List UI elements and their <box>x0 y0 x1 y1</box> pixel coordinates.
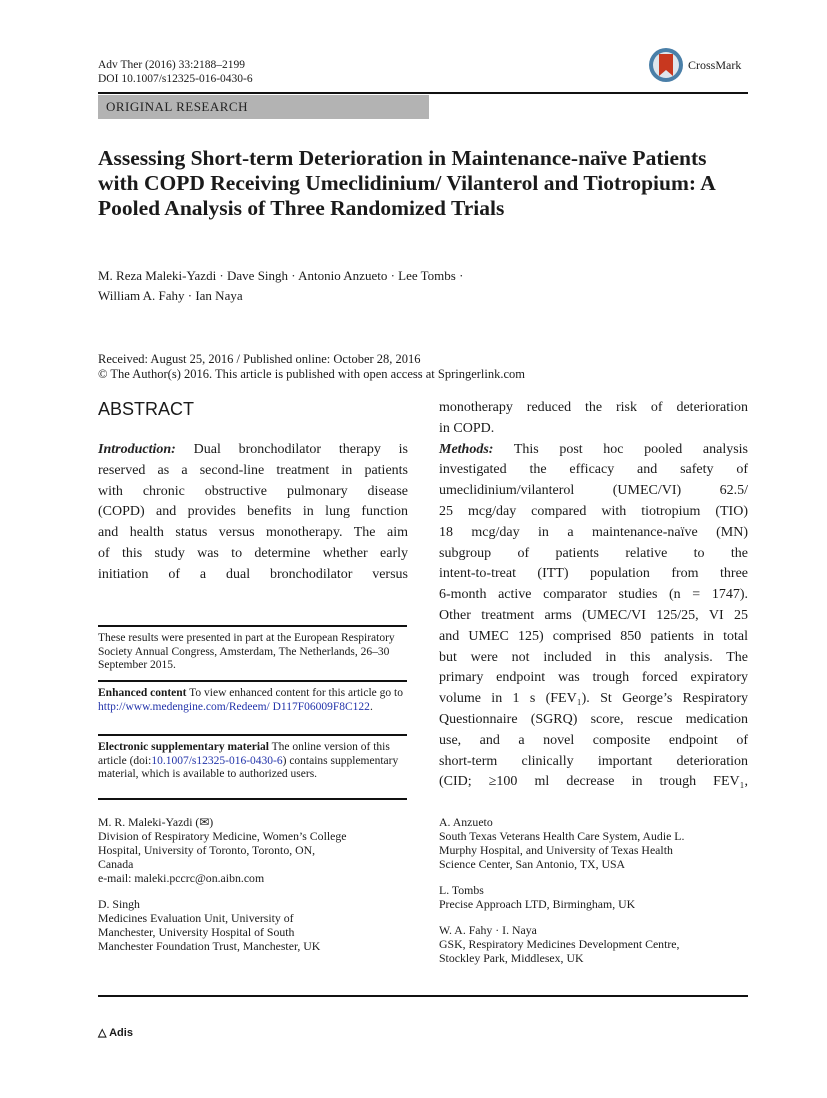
supplementary-note <box>98 741 407 782</box>
journal-citation <box>98 58 253 86</box>
abstract-line: use, and a novel composite endpoint of <box>439 732 748 748</box>
abstract-line: and health status versus monotherapy. The aim <box>98 525 408 541</box>
adis-triangle-icon: △ <box>98 1027 110 1039</box>
author-list <box>98 266 463 306</box>
abstract-line: of this study was to determine whether early <box>98 545 408 561</box>
methods-label: Methods: <box>439 441 494 457</box>
abstract-line: in COPD. <box>439 420 495 436</box>
abstract-line: volume in 1 s (FEV₁). St George’s Respiratory <box>439 691 748 707</box>
authors-line: M. Reza Maleki-Yazdi · Dave Singh · Antonio Anzueto · Lee Tombs · <box>98 268 464 283</box>
abstract-line: Other treatment arms (UMEC/VI 125/25, VI 25 <box>439 607 748 623</box>
esm-label: Electronic supplementary material <box>98 741 269 753</box>
affiliation-line: Division of Respiratory Medicine, Women’s College <box>98 829 347 843</box>
footnote-rule <box>98 734 407 736</box>
affiliation-block <box>439 815 684 871</box>
abstract-line <box>98 440 408 461</box>
enhanced-label: Enhanced content <box>98 687 187 699</box>
abstract-line: short-term clinically important deterioration <box>439 753 748 769</box>
affiliation-block <box>98 815 347 885</box>
affiliation-line: Precise Approach LTD, Birmingham, UK <box>439 897 636 911</box>
abstract-line: 18 mcg/day in a maintenance-naïve (MN) <box>439 524 748 540</box>
note-text: To view enhanced content for this article go to <box>186 687 403 699</box>
abstract-line: intent-to-treat (ITT) population from three <box>439 566 748 582</box>
note-text: The online version of this article (doi: <box>98 741 390 767</box>
abstract-line: Questionnaire (SGRQ) score, rescue medication <box>439 711 748 727</box>
affiliation-block <box>439 883 684 911</box>
affiliation-line: GSK, Respiratory Medicines Development Centre, <box>439 937 680 951</box>
affiliation-author: M. R. Maleki-Yazdi (✉) <box>98 815 214 829</box>
introduction-label: Introduction: <box>98 442 176 457</box>
abstract-line <box>439 440 748 461</box>
note-text: ) contains supplementary material, which is available to authorized users. <box>98 754 399 780</box>
doi-link[interactable]: 10.1007/s12325-016-0430-6 <box>151 754 283 767</box>
affiliation-author: A. Anzueto <box>439 815 493 829</box>
abstract-line: 6-month active comparator studies (n = 1747). <box>439 587 748 603</box>
abstract-line: investigated the efficacy and safety of <box>439 462 748 478</box>
abstract-left-column <box>98 440 408 586</box>
copyright-line: © The Author(s) 2016. This article is published with open access at Springerlink.com <box>98 367 526 381</box>
affiliation-line: e-mail: maleki.pccrc@on.aibn.com <box>98 871 265 885</box>
abstract-line: and UMEC 125) comprised 850 patients in total <box>439 628 748 644</box>
presentation-note: These results were presented in part at the European Respiratory Society Annual Congress, Amsterdam, The Netherlands, 26–30 September 2015. <box>98 632 395 671</box>
affiliations-right <box>439 815 684 977</box>
journal-line: Adv Ther (2016) 33:2188–2199 <box>98 59 246 71</box>
affiliation-line: Manchester Foundation Trust, Manchester, UK <box>98 939 321 953</box>
abstract-line: monotherapy reduced the risk of deterioration <box>439 400 748 415</box>
crossmark-badge[interactable] <box>648 46 741 84</box>
abstract-line: reserved as a second-line treatment in patients <box>98 462 408 478</box>
abstract-text: This post hoc pooled analysis <box>493 441 748 457</box>
affiliation-block <box>439 923 684 965</box>
section-badge: ORIGINAL RESEARCH <box>98 95 429 119</box>
crossmark-label: CrossMark <box>688 57 742 72</box>
affiliation-author: L. Tombs <box>439 883 484 897</box>
medengine-link[interactable]: http://www.medengine.com/Redeem/ D117F06009F8C122 <box>98 700 370 713</box>
footnote-rule <box>98 798 407 800</box>
article-title: Assessing Short-term Deterioration in Maintenance-naïve Patients with COPD Receiving Umeclidinium/ Vilanterol and Tiotropium: A Pooled Analysis of Three Randomized Trials <box>98 146 715 220</box>
abstract-line: initiation of a dual bronchodilator versus <box>98 566 408 582</box>
affiliation-author: W. A. Fahy · I. Naya <box>439 923 537 937</box>
abstract-line: 25 mcg/day compared with tiotropium (TIO) <box>439 503 748 519</box>
abstract-line: (CID; ≥100 ml decrease in trough FEV₁, <box>439 774 748 790</box>
abstract-line: subgroup of patients relative to the <box>439 545 748 561</box>
affiliation-line: Science Center, San Antonio, TX, USA <box>439 857 626 871</box>
enhanced-content-note <box>98 687 407 714</box>
abstract-text: Dual bronchodilator therapy is <box>175 442 408 457</box>
affiliations-left <box>98 815 347 965</box>
affiliation-line: Manchester, University Hospital of South <box>98 925 295 939</box>
note-text: . <box>369 700 373 713</box>
footer-rule <box>98 995 748 997</box>
affiliation-line: South Texas Veterans Health Care System, Audie L. <box>439 829 685 843</box>
affiliation-line: Stockley Park, Middlesex, UK <box>439 951 584 965</box>
affiliation-line: Canada <box>98 857 134 871</box>
affiliation-line: Hospital, University of Toronto, Toronto, ON, <box>98 843 316 857</box>
abstract-right-column <box>439 398 748 793</box>
publisher-logo <box>98 1026 133 1039</box>
footnote-rule <box>98 625 407 627</box>
abstract-line: (COPD) and provides benefits in lung function <box>98 504 408 520</box>
header-rule <box>98 92 748 94</box>
abstract-line: with chronic obstructive pulmonary disease <box>98 483 408 499</box>
affiliation-line: Murphy Hospital, and University of Texas Health <box>439 843 673 857</box>
abstract-heading: ABSTRACT <box>98 399 195 419</box>
affiliation-line: Medicines Evaluation Unit, University of <box>98 911 294 925</box>
doi-line: DOI 10.1007/s12325-016-0430-6 <box>98 73 253 85</box>
abstract-line: umeclidinium/vilanterol (UMEC/VI) 62.5/ <box>439 483 748 499</box>
crossmark-icon <box>648 46 684 84</box>
affiliation-author: D. Singh <box>98 897 140 911</box>
affiliation-block <box>98 897 347 953</box>
footnote-rule <box>98 680 407 682</box>
received-line: Received: August 25, 2016 / Published online: October 28, 2016 <box>98 352 421 366</box>
abstract-line: primary endpoint was trough forced expiratory <box>439 670 748 686</box>
authors-line: William A. Fahy · Ian Naya <box>98 288 243 303</box>
publisher-name: Adis <box>109 1027 133 1039</box>
abstract-line: but were not included in this analysis. The <box>439 649 748 665</box>
publication-dates <box>98 352 525 382</box>
